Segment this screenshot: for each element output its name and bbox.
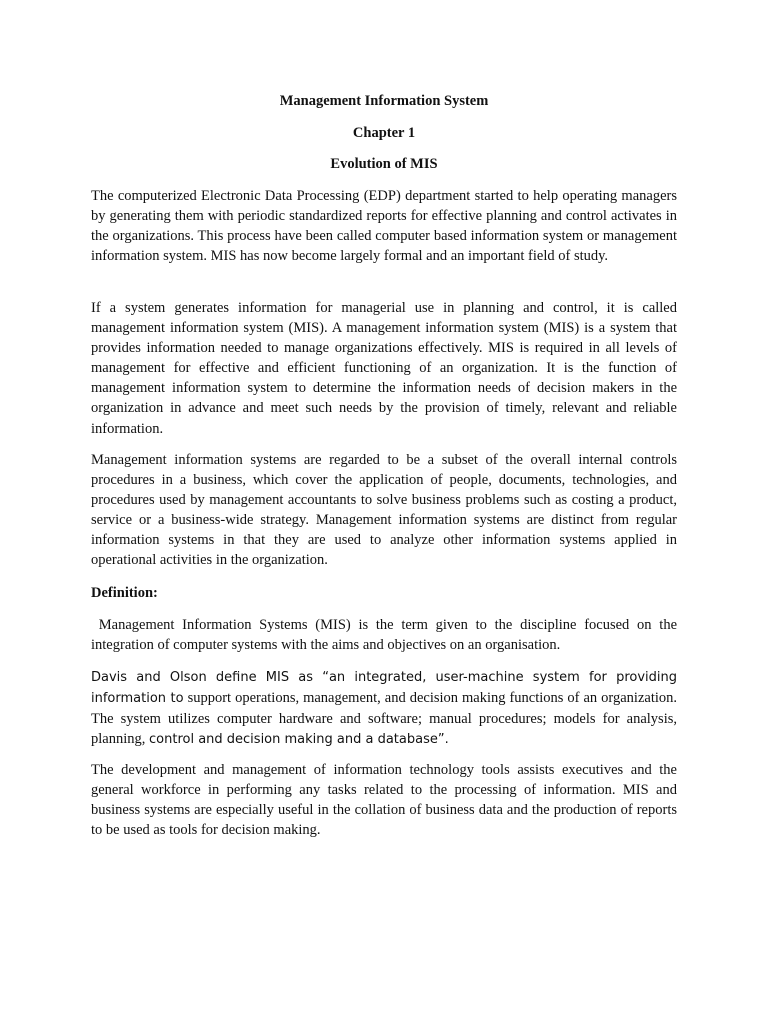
paragraph-closing: The development and management of information technology tools assists executives and the general workforce in performing any tasks related to the processing of information. MIS and business systems are especially useful in the collation of business data and the production of reports to be used as tools for decision making. xyxy=(91,762,677,839)
definition-label: Definition: xyxy=(91,585,158,601)
section-heading: Evolution of MIS xyxy=(330,156,438,172)
document-title: Management Information System xyxy=(279,93,489,109)
davis-olson-tail: control and decision making and a database”. xyxy=(149,732,449,748)
chapter-heading: Chapter 1 xyxy=(352,125,416,141)
davis-olson-lead: Davis and Olson define MIS as “an integrated, user-machine system for providing information to xyxy=(91,670,677,707)
paragraph-mis-definition-intro: If a system generates information for managerial use in planning and control, it is called management information system (MIS). A management information system (MIS) is a system that provides information needed to manage organizations effectively. MIS is required in all levels of management for effective and efficient functioning of an organization. It is the function of management information system to determine the information needs of decision makers in the organization in advance and meet such needs by the provision of timely, relevant and reliable information. xyxy=(91,300,677,437)
davis-olson-middle: support operations, management, and decision making functions of an organization. The system utilizes computer hardware and software; manual procedures; models for analysis, planning, xyxy=(91,690,678,748)
paragraph-mis-subset: Management information systems are regarded to be a subset of the overall internal controls procedures in a business, which cover the application of people, documents, technologies, and procedures used by management accountants to solve business problems such as costing a product, service or a business-wide strategy. Management information systems are distinct from regular information systems in that they are used to analyze other information systems applied in operational activities in the organization. xyxy=(91,452,677,569)
paragraph-definition: Management Information Systems (MIS) is the term given to the discipline focused on the integration of computer systems with the aims and objectives on an organisation. xyxy=(91,617,681,654)
paragraph-edp-history: The computerized Electronic Data Processing (EDP) department started to help operating managers by generating them with periodic standardized reports for effective planning and control activates in the organizations. This process have been called computer based information system or management information system. MIS has now become largely formal and an important field of study. xyxy=(91,188,677,265)
paragraph-davis-olson xyxy=(91,667,677,750)
